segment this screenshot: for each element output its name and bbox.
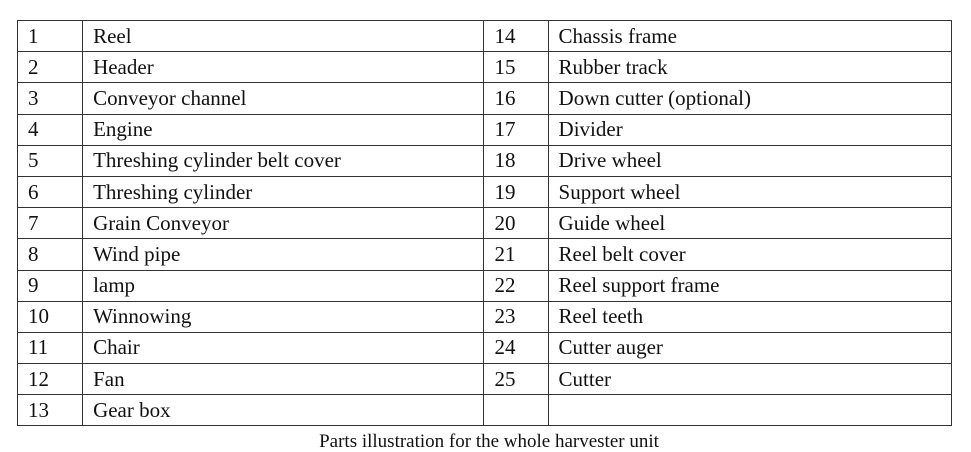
table-row xyxy=(18,270,952,301)
part-name-cell: Header xyxy=(83,52,484,83)
part-name-cell xyxy=(548,395,951,426)
parts-table-body xyxy=(18,21,952,426)
part-number-cell: 14 xyxy=(484,21,548,52)
part-number-cell: 15 xyxy=(484,52,548,83)
table-caption: Parts illustration for the whole harvester unit xyxy=(319,431,659,452)
part-name-cell: Reel xyxy=(83,21,484,52)
part-name-cell: Cutter xyxy=(548,364,951,395)
table-row xyxy=(18,21,952,52)
part-name-cell: Fan xyxy=(83,364,484,395)
part-name-cell: lamp xyxy=(83,270,484,301)
table-row xyxy=(18,83,952,114)
table-row xyxy=(18,364,952,395)
part-name-cell: Reel support frame xyxy=(548,270,951,301)
table-row xyxy=(18,52,952,83)
table-row xyxy=(18,301,952,332)
part-number-cell: 25 xyxy=(484,364,548,395)
part-number-cell: 3 xyxy=(18,83,83,114)
part-number-cell: 1 xyxy=(18,21,83,52)
part-name-cell: Engine xyxy=(83,114,484,145)
part-name-cell: Rubber track xyxy=(548,52,951,83)
table-row xyxy=(18,208,952,239)
part-name-cell: Winnowing xyxy=(83,301,484,332)
parts-table xyxy=(17,20,952,426)
part-name-cell: Drive wheel xyxy=(548,145,951,176)
part-name-cell: Support wheel xyxy=(548,176,951,207)
part-number-cell: 4 xyxy=(18,114,83,145)
part-name-cell: Reel belt cover xyxy=(548,239,951,270)
part-number-cell: 7 xyxy=(18,208,83,239)
part-name-cell: Guide wheel xyxy=(548,208,951,239)
part-number-cell: 9 xyxy=(18,270,83,301)
part-name-cell: Wind pipe xyxy=(83,239,484,270)
part-number-cell: 10 xyxy=(18,301,83,332)
table-row xyxy=(18,145,952,176)
part-number-cell: 11 xyxy=(18,332,83,363)
part-name-cell: Chassis frame xyxy=(548,21,951,52)
table-row xyxy=(18,239,952,270)
part-number-cell: 13 xyxy=(18,395,83,426)
part-name-cell: Threshing cylinder xyxy=(83,176,484,207)
part-name-cell: Reel teeth xyxy=(548,301,951,332)
part-name-cell: Gear box xyxy=(83,395,484,426)
part-number-cell: 22 xyxy=(484,270,548,301)
part-number-cell: 24 xyxy=(484,332,548,363)
part-name-cell: Divider xyxy=(548,114,951,145)
part-name-cell: Grain Conveyor xyxy=(83,208,484,239)
part-name-cell: Down cutter (optional) xyxy=(548,83,951,114)
part-number-cell: 23 xyxy=(484,301,548,332)
table-row xyxy=(18,395,952,426)
part-number-cell: 5 xyxy=(18,145,83,176)
part-number-cell: 12 xyxy=(18,364,83,395)
part-number-cell: 20 xyxy=(484,208,548,239)
part-name-cell: Conveyor channel xyxy=(83,83,484,114)
part-number-cell: 18 xyxy=(484,145,548,176)
part-number-cell: 17 xyxy=(484,114,548,145)
part-number-cell: 16 xyxy=(484,83,548,114)
table-row xyxy=(18,176,952,207)
part-number-cell: 8 xyxy=(18,239,83,270)
part-name-cell: Chair xyxy=(83,332,484,363)
part-number-cell: 2 xyxy=(18,52,83,83)
part-name-cell: Threshing cylinder belt cover xyxy=(83,145,484,176)
part-number-cell: 19 xyxy=(484,176,548,207)
part-number-cell: 6 xyxy=(18,176,83,207)
table-row xyxy=(18,114,952,145)
part-name-cell: Cutter auger xyxy=(548,332,951,363)
part-number-cell xyxy=(484,395,548,426)
table-row xyxy=(18,332,952,363)
part-number-cell: 21 xyxy=(484,239,548,270)
